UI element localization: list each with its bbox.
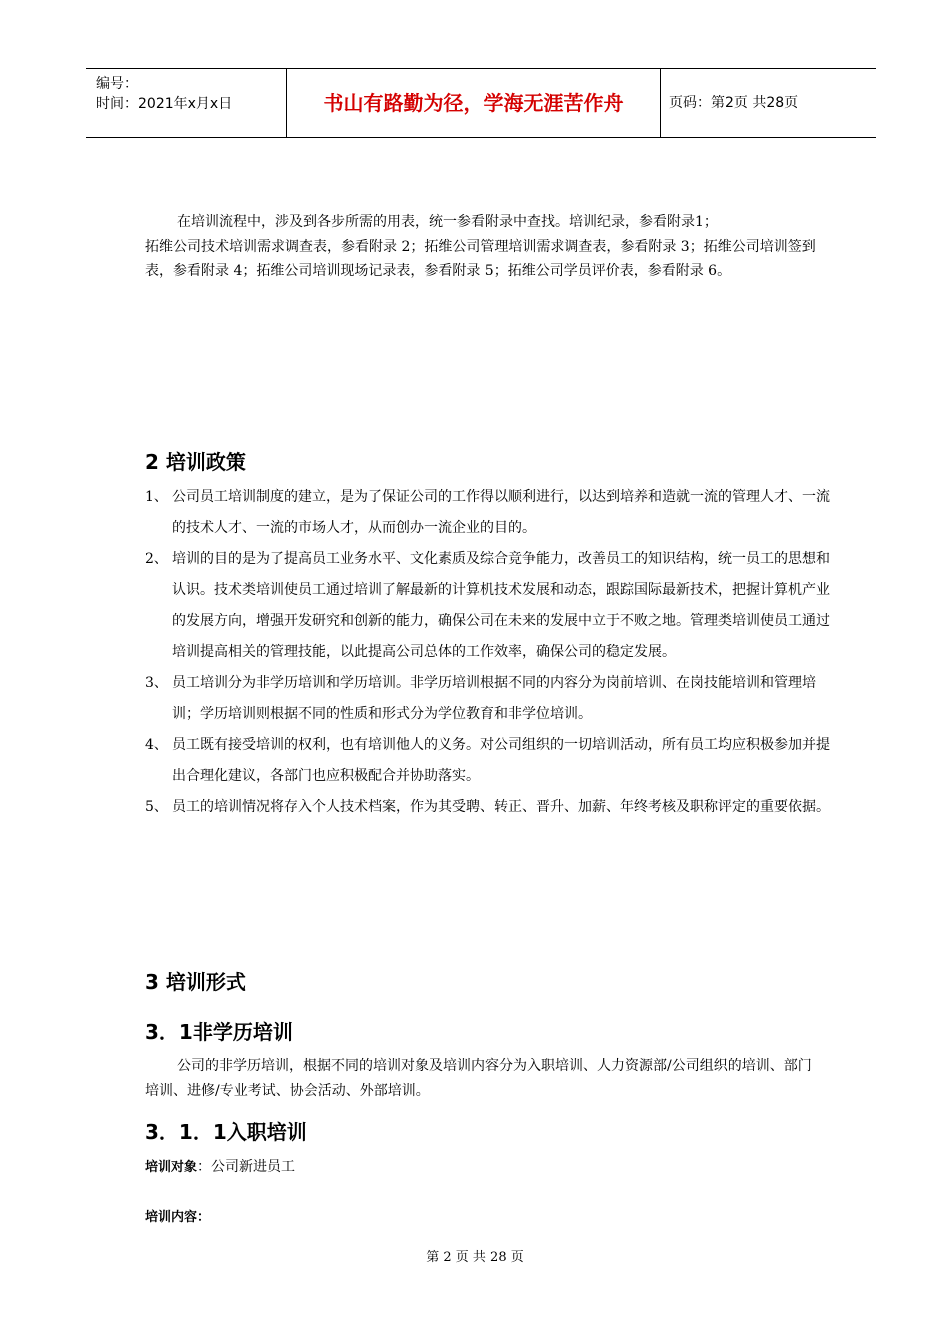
intro-line-1: 在培训流程中，涉及到各步所需的用表，统一参看附录中查找。培训纪录，参看附录1； <box>177 214 718 230</box>
list-item <box>145 482 835 544</box>
training-target-value: ：公司新进员工 <box>197 1159 296 1175</box>
page-header <box>86 68 876 138</box>
list-item <box>145 730 835 792</box>
list-item-text: 培训的目的是为了提高员工业务水平、文化素质及综合竞争能力，改善员工的知识结构，统一员工的思想和认识。技术类培训使员工通过培训了解最新的计算机技术发展和动态，跟踪国际最新技术，把握计算机产业的发展方向，增强开发研究和创新的能力，确保公司在未来的发展中立于不败之地。管理类培训使员工通过培训提高相关的管理技能，以此提高公司总体的工作效率，确保公司的稳定发展。 <box>172 551 830 660</box>
list-item-text: 员工的培训情况将存入个人技术档案，作为其受聘、转正、晋升、加薪、年终考核及职称评定的重要依据。 <box>172 799 830 815</box>
list-item-text: 员工培训分为非学历培训和学历培训。非学历培训根据不同的内容分为岗前培训、在岗技能培训和管理培训；学历培训则根据不同的性质和形式分为学位教育和非学位培训。 <box>172 675 816 722</box>
list-item <box>145 792 835 823</box>
list-item-number: 1、 <box>145 489 168 505</box>
training-target-label: 培训对象 <box>145 1160 198 1175</box>
header-meta-cell <box>86 69 287 137</box>
training-target-line <box>145 1156 295 1176</box>
list-item <box>145 668 835 730</box>
header-page-label: 页码：第2页 共28页 <box>669 95 799 111</box>
list-item-text: 员工既有接受培训的权利，也有培训他人的义务。对公司组织的一切培训活动，所有员工均应积极参加并提出合理化建议，各部门也应积极配合并协助落实。 <box>172 737 830 784</box>
list-item-number: 4、 <box>145 737 168 753</box>
list-item-number: 3、 <box>145 675 168 691</box>
section-3-1-1-title: 3．1．1入职培训 <box>145 1120 307 1144</box>
section-3-1-paragraph: 公司的非学历培训，根据不同的培训对象及培训内容分为入职培训、人力资源部/公司组织的培训、部门培训、进修/专业考试、协会活动、外部培训。 <box>145 1058 812 1099</box>
list-item-number: 5、 <box>145 799 168 815</box>
training-content-line <box>145 1206 210 1225</box>
section-2-title: 2 培训政策 <box>145 450 246 474</box>
intro-paragraph <box>145 210 825 284</box>
list-item-text: 公司员工培训制度的建立，是为了保证公司的工作得以顺利进行，以达到培养和造就一流的管理人才、一流的技术人才、一流的市场人才，从而创办一流企业的目的。 <box>172 489 830 536</box>
header-motto: 书山有路勤为径，学海无涯苦作舟 <box>287 69 661 137</box>
header-code-label: 编号： <box>96 76 138 92</box>
list-item-number: 2、 <box>145 551 168 567</box>
page-footer: 第 2 页 共 28 页 <box>426 1250 524 1265</box>
training-content-colon: ： <box>197 1210 211 1225</box>
intro-line-2: 拓维公司技术培训需求调查表，参看附录 2；拓维公司管理培训需求调查表，参看附录 3；拓维公司培训签到表，参看附录 4；拓维公司培训现场记录表，参看附录 5；拓维公司学员评价表，参看附录 6。 <box>145 238 816 279</box>
policy-list <box>145 482 835 823</box>
header-time-label: 时间：2021年x月x日 <box>96 96 233 112</box>
list-item <box>145 544 835 668</box>
training-content-label: 培训内容 <box>145 1210 198 1225</box>
section-3-1-title: 3．1非学历培训 <box>145 1020 293 1044</box>
section-3-title: 3 培训形式 <box>145 970 246 994</box>
